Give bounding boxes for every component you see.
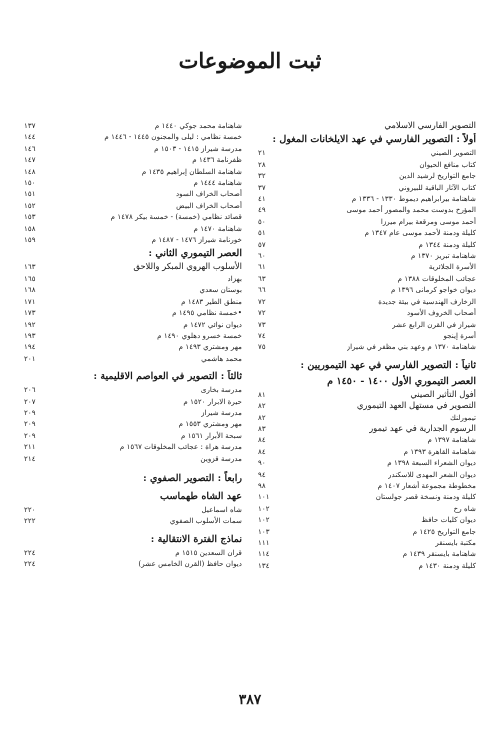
toc-entry-page: ٢١ — [258, 148, 266, 158]
toc-entry-page: ١٣٧ — [24, 121, 36, 130]
toc-entry-page: ٤١ — [258, 194, 266, 204]
toc-entry-title: مدرسة شيراز ١٤١٥ - ١٥٠٣ م — [154, 143, 242, 153]
toc-entry-page: ٦١ — [258, 262, 266, 272]
toc-entry-title: تيمورلنك — [450, 412, 476, 422]
toc-entry-title: الرسوم الجدارية في عهد تيمور — [369, 422, 476, 433]
toc-entry — [24, 120, 242, 131]
toc-entry-page: ٢٢٤ — [24, 547, 36, 557]
toc-entry-title: عهد الشاه طهماسب — [160, 490, 242, 502]
toc-entry-page: ٨٤ — [258, 435, 266, 445]
toc-entry — [24, 341, 242, 352]
toc-entry — [258, 491, 476, 502]
toc-entry — [258, 526, 476, 537]
toc-section-heading — [24, 247, 242, 261]
toc-entry-title: قران السعدين ١٥١٥ م — [175, 547, 242, 557]
toc-entry-page: ١١٤ — [258, 549, 270, 559]
toc-entry-page: ٨٤ — [258, 446, 266, 456]
page-title: ثبت الموضوعات — [178, 48, 322, 73]
toc-entry — [258, 457, 476, 468]
toc-entry-page: ١٤٦ — [24, 143, 36, 153]
toc-entry-title: كليلة ودمنة ١٣٤٤ م — [418, 239, 476, 249]
toc-entry-title: شاهنامة تبريز ١٣٧٠ م — [411, 251, 476, 261]
toc-entry-title: أحمد موسى ومرقعة بيرام ميرزا — [380, 216, 476, 226]
toc-entry-page: ١٩٤ — [24, 342, 36, 352]
toc-entry-title: ثالثاً : التصوير في العواصم الاقليمية : — [93, 371, 242, 383]
toc-entry-title: الزخارف الهندسية في بيئة جديدة — [378, 296, 476, 306]
toc-entry-title: قصائد نظامي (خمسة) - خمسة بيكر ١٤٧٨ م — [110, 212, 242, 222]
toc-entry — [24, 407, 242, 418]
toc-entry-page: ١٠١ — [258, 492, 270, 502]
toc-entry-title: شاهنامة بايسنقر ١٤٣٩ م — [402, 549, 476, 559]
toc-entry — [24, 131, 242, 142]
toc-entry-title: بوستان سعدي — [199, 285, 242, 295]
toc-entry-title: أصحاب الخراف البيض — [176, 200, 242, 210]
toc-right-column — [258, 120, 476, 571]
toc-entry — [258, 560, 476, 571]
toc-entry — [24, 453, 242, 464]
toc-entry-title: شاه رخ — [453, 503, 476, 513]
toc-entry — [24, 296, 242, 307]
toc-entry-title: مدرسة هراة : عجائب المخلوقات ١٥٦٧ م — [119, 442, 242, 452]
toc-entry-title: مدرسة قزوين — [200, 453, 242, 463]
toc-section-heading — [258, 133, 476, 147]
toc-entry — [24, 441, 242, 452]
toc-section-heading — [24, 370, 242, 384]
toc-entry-page: ٢٠٩ — [24, 407, 36, 417]
toc-entry-title: الأسرة الجلائرية — [428, 262, 476, 272]
toc-entry — [258, 330, 476, 341]
toc-entry — [258, 193, 476, 204]
toc-entry-title: جامع التواريخ ١٤٢٥ م — [412, 526, 476, 536]
toc-entry-title: خمسة نظامي : ليلى والمجنون ١٤٤٥ - ١٤٤٦ م — [104, 132, 242, 142]
toc-entry-title: مكتبة بايسنقر — [435, 538, 476, 547]
toc-entry-title: التصوير الفارسي الاسلامي — [384, 120, 476, 130]
toc-entry-page: ٥٧ — [258, 239, 266, 249]
toc-entry-title: أولاً : التصوير الفارسي في عهد الايلخانات المغول : — [272, 134, 476, 146]
toc-entry-page: ٥٠ — [258, 216, 266, 226]
toc-entry-title: العصر التيموري الأول ١٤٠٠ - ١٤٥٠ م — [327, 375, 476, 387]
toc-entry-title: شاهنامة السلطان إبراهيم ١٤٣٥ م — [141, 166, 242, 176]
toc-entry — [258, 284, 476, 295]
toc-entry-title: مهر ومشتري ١٥٥٣ م — [178, 419, 242, 429]
toc-entry — [24, 234, 242, 245]
toc-entry-page: ١٠٢ — [258, 515, 270, 525]
toc-entry-title: العصر التيموري الثاني : — [148, 248, 242, 260]
toc-entry-page: ٥١ — [258, 228, 266, 238]
toc-entry — [258, 469, 476, 480]
toc-entry-title: كتاب منافع الحيوان — [419, 159, 476, 169]
toc-entry-title: ديوان نوائي ١٤٧٢ م — [183, 319, 242, 329]
toc-entry — [258, 319, 476, 330]
toc-entry-page: ١٥٢ — [24, 200, 36, 210]
toc-entry-page: ٧٥ — [258, 342, 266, 352]
toc-left-column — [24, 120, 242, 570]
toc-entry-page: ١١١ — [258, 538, 270, 547]
toc-entry-page: ١٠٣ — [258, 526, 270, 536]
toc-entry — [24, 319, 242, 330]
toc-entry-page: ٢٠١ — [24, 353, 36, 363]
toc-entry-title: أصحاب الخراف السود — [175, 189, 242, 199]
toc-entry — [24, 200, 242, 211]
toc-entry-page: ١٤٤ — [24, 132, 36, 142]
toc-entry-title: شاهنامة ١٤٧٠ م — [193, 223, 242, 233]
toc-entry-page: ١٥٩ — [24, 235, 36, 245]
toc-entry-page: ١٥١ — [24, 189, 36, 199]
toc-entry — [258, 147, 476, 158]
toc-entry — [258, 400, 476, 411]
toc-entry-title: ديوان الشعراء السبعة ١٣٩٨ م — [387, 458, 476, 468]
toc-entry-page: ٨٣ — [258, 423, 266, 433]
toc-entry — [24, 166, 242, 177]
toc-entry-page: ٢١٤ — [24, 453, 36, 463]
toc-entry — [24, 211, 242, 222]
toc-entry-page: ٣٢ — [258, 171, 266, 181]
toc-entry — [24, 154, 242, 165]
toc-entry — [24, 330, 242, 341]
toc-entry-page: ٩٤ — [258, 469, 266, 479]
toc-entry-page: ٩٠ — [258, 458, 266, 468]
toc-entry-title: شاه اسماعيل — [201, 504, 242, 514]
toc-entry-title: ثانياً : التصوير الفارسي في عهد التيموريين : — [300, 359, 476, 371]
toc-entry — [258, 412, 476, 423]
toc-entry — [258, 548, 476, 559]
toc-entry-page: ١٠٢ — [258, 503, 270, 513]
toc-entry — [258, 480, 476, 491]
toc-entry-title: نماذج الفترة الانتقالية : — [150, 533, 242, 545]
toc-entry-page: ١٥٨ — [24, 223, 36, 233]
toc-entry-title: بهزاد — [227, 273, 242, 283]
toc-entry-title: ديوان كليات حافظ — [421, 515, 476, 525]
toc-entry-title: شاهنامة ١٣٧٠ م وعهد بني مظفر في شيراز — [346, 342, 476, 352]
toc-entry-page: ٢٠٩ — [24, 419, 36, 429]
toc-entry — [258, 307, 476, 318]
toc-entry-page: ٦٦ — [258, 285, 266, 295]
toc-entry — [258, 170, 476, 181]
toc-entry-title: المؤرخ بدوست محمد والمصور أحمد موسى — [346, 205, 476, 215]
toc-entry — [24, 223, 242, 234]
toc-entry-title: ديوان خواجو كرمانى ١٣٩٦ م — [391, 285, 476, 295]
toc-section-heading — [258, 120, 476, 131]
toc-entry-title: مدرسة شيراز — [201, 407, 242, 417]
toc-entry-title: التصوير الصيني — [430, 148, 476, 158]
toc-entry — [258, 389, 476, 400]
toc-entry — [258, 514, 476, 525]
toc-entry-page: ٨١ — [258, 389, 266, 399]
toc-entry-title: الأسلوب الهروي المبكر واللاحق — [133, 261, 242, 272]
toc-entry-page: ١٧١ — [24, 296, 36, 306]
toc-section-heading — [258, 359, 476, 373]
toc-entry-title: خورنامة شيراز ١٤٧٦ - ١٤٨٧ م — [151, 235, 242, 245]
toc-entry — [258, 159, 476, 170]
toc-entry — [24, 273, 242, 284]
toc-entry-title: مدرسة بخارى — [200, 385, 242, 395]
toc-entry-page: ٨٢ — [258, 412, 266, 422]
toc-entry-title: أصحاب الخروف الأسود — [406, 308, 476, 318]
toc-entry — [258, 503, 476, 514]
toc-entry-page: ٢٨ — [258, 159, 266, 169]
toc-entry — [258, 216, 476, 227]
toc-entry-page: ٦٣ — [258, 273, 266, 283]
toc-entry-title: عجائب المخلوقات ١٣٨٨ م — [397, 273, 476, 283]
toc-entry-title: التصوير في مستهل العهد التيموري — [356, 400, 476, 411]
toc-entry-title: جامع التواريخ لرشيد الدين — [399, 171, 476, 181]
toc-entry — [258, 296, 476, 307]
toc-section-heading — [258, 375, 476, 389]
toc-entry — [258, 273, 476, 284]
toc-entry-page: ١٤٨ — [24, 166, 36, 176]
toc-entry-title: حيرة الابرار ١٥٢٠ م — [183, 396, 242, 406]
toc-section-heading — [24, 470, 242, 488]
toc-entry-page: ١٣٤ — [258, 560, 270, 570]
toc-entry — [24, 430, 242, 441]
toc-entry-page: ٧٢ — [258, 308, 266, 318]
toc-entry — [258, 182, 476, 193]
toc-entry-page: ١٩٣ — [24, 330, 36, 340]
page-number: ٣٨٧ — [238, 692, 262, 708]
toc-entry — [258, 434, 476, 445]
toc-entry-page: ٩٨ — [258, 480, 266, 490]
toc-entry-title: محمد هاشمي — [201, 353, 242, 363]
toc-entry-title: مخطوطة مجموعة أشعار ١٤٠٧ م — [377, 480, 476, 490]
toc-entry-title: شاهنامة ١٣٩٧ م — [427, 435, 476, 445]
toc-entry — [24, 353, 242, 364]
toc-entry — [24, 558, 242, 569]
toc-entry — [258, 239, 476, 250]
toc-entry-page: ٢٢٢ — [24, 516, 36, 526]
toc-entry-title: كليلة ودمنة لأحمد موسى عام ١٣٤٧ م — [364, 228, 476, 238]
toc-section-heading — [24, 490, 242, 504]
toc-entry-title: أسرة إينجو — [443, 330, 476, 340]
toc-entry-page: ١٦٥ — [24, 273, 36, 283]
toc-entry-page: ٧٢ — [258, 296, 266, 306]
toc-entry-page: ٢٢٠ — [24, 504, 36, 514]
toc-entry-page: ٧٣ — [258, 319, 266, 329]
toc-entry-title: ديوان حافظ (القرن الخامس عشر) — [138, 559, 242, 569]
toc-entry — [24, 177, 242, 188]
toc-entry — [258, 446, 476, 457]
toc-entry-title: سمات الأسلوب الصفوي — [169, 516, 242, 526]
toc-entry — [258, 227, 476, 238]
toc-entry-title: كليلة ودمنة ١٤٣٠ م — [418, 560, 476, 570]
toc-entry-page: ١٦٨ — [24, 285, 36, 295]
toc-entry-page: ٢٠٧ — [24, 396, 36, 406]
toc-entry-title: أفول التأثير الصيني — [410, 388, 476, 399]
toc-entry-page: ١٤٧ — [24, 155, 36, 165]
toc-section-heading — [24, 533, 242, 547]
toc-entry-page: ١٥٠ — [24, 178, 36, 188]
toc-entry — [24, 261, 242, 272]
toc-entry-title: كتاب الآثار الباقية للبيروني — [398, 182, 476, 192]
toc-entry-page: ٨٢ — [258, 401, 266, 411]
toc-entry — [24, 384, 242, 395]
toc-entry-title: ظفرنامة ١٤٣٦ م — [192, 155, 242, 165]
toc-entry — [258, 423, 476, 434]
toc-entry-page: ١٧٣ — [24, 308, 36, 318]
toc-entry-title: شيراز في القرن الرابع عشر — [392, 319, 476, 329]
toc-entry-page: ٢٠٦ — [24, 385, 36, 395]
toc-entry-page: ١٩٢ — [24, 319, 36, 329]
toc-entry-title: منطق الطير ١٤٨٣ م — [181, 296, 242, 306]
toc-entry-page: ٢١١ — [24, 442, 36, 452]
toc-entry — [258, 261, 476, 272]
toc-entry-page: ٧٤ — [258, 330, 266, 340]
toc-entry — [24, 284, 242, 295]
toc-entry-title: كليلة ودمنة ونسخة قصر جولستان — [375, 492, 476, 502]
toc-entry-title: ديوان الشعر المهدى للاسكندر — [387, 469, 476, 479]
toc-entry-page: ١٦٣ — [24, 262, 36, 272]
toc-entry-page: ١٥٣ — [24, 212, 36, 222]
toc-entry — [258, 341, 476, 352]
toc-entry-page: ٦٠ — [258, 251, 266, 261]
toc-entry-title: • خمسة نظامي ١٤٩٥ م — [172, 307, 242, 318]
toc-entry-title: رابعاً : التصوير الصفوي : — [143, 472, 242, 484]
toc-entry-title: شاهنامة بيرابراهيم ديموط ١٣٣٠ - ١٣٣٦ م — [351, 194, 476, 204]
toc-entry-title: سبحة الأبرار ١٥٦١ م — [181, 430, 242, 440]
toc-entry-title: شاهنامة القاهرة ١٣٩٣ م — [403, 446, 476, 456]
toc-entry — [258, 250, 476, 261]
toc-entry — [258, 537, 476, 548]
toc-entry-page: ٢٠٩ — [24, 430, 36, 440]
toc-entry-page: ٣٧ — [258, 182, 266, 192]
toc-entry-page: ٢٢٤ — [24, 559, 36, 569]
toc-entry — [24, 307, 242, 318]
toc-entry-title: مهر ومشتري ١٤٩٣ م — [178, 342, 242, 352]
toc-entry-title: شاهنامة محمد جوكي ١٤٤٠ م — [154, 121, 242, 130]
toc-entry-title: شاهنامة ١٤٤٤ م — [193, 178, 242, 188]
toc-entry-page: ٤٩ — [258, 205, 266, 215]
toc-entry — [24, 515, 242, 526]
toc-entry-title: خمسة خسرو دهلوي ١٤٩٠ م — [157, 330, 242, 340]
toc-entry — [258, 204, 476, 215]
toc-entry — [24, 418, 242, 429]
toc-entry — [24, 504, 242, 515]
toc-entry — [24, 396, 242, 407]
toc-entry — [24, 143, 242, 154]
toc-entry — [24, 188, 242, 199]
toc-entry — [24, 547, 242, 558]
